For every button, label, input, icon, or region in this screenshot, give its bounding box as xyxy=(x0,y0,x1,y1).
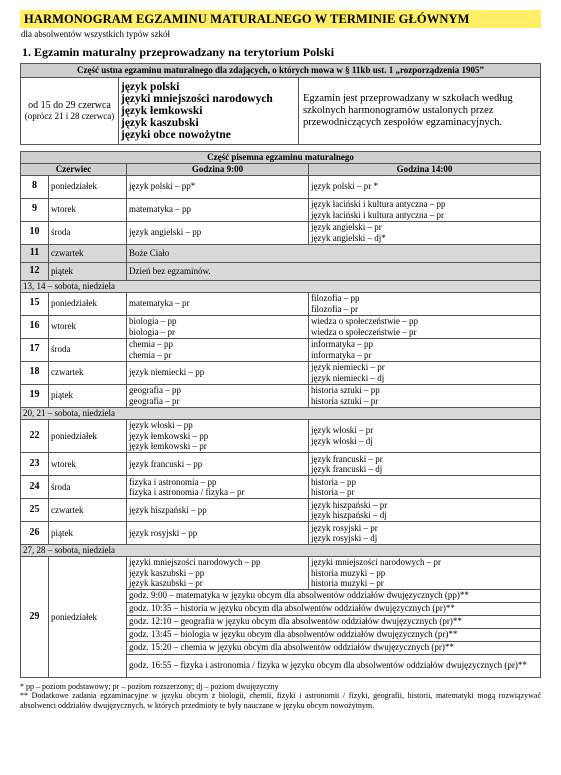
table-row xyxy=(21,419,541,453)
day-name: wtorek xyxy=(49,198,127,221)
col-9: Godzina 9:00 xyxy=(127,164,309,176)
written-heading: Część pisemna egzaminu maturalnego xyxy=(21,152,541,164)
day-name: poniedziałek xyxy=(49,292,127,315)
morning-exams xyxy=(127,198,309,221)
exam-entry: języki mniejszości narodowych – pp xyxy=(129,557,261,567)
morning-exams xyxy=(127,292,309,315)
exam-entry: język rosyjski – pr xyxy=(311,522,378,533)
oral-language: język łemkowski xyxy=(121,105,203,117)
exam-entry: język kaszubski – pr xyxy=(129,578,203,588)
afternoon-exams xyxy=(309,175,541,198)
bilingual-exam: godz. 12:10 – geografia w języku obcym dla absolwentów oddziałów dwujęzycznych (pr)** xyxy=(127,615,541,628)
table-row xyxy=(21,453,541,476)
exam-entry: język angielski – pr xyxy=(311,222,382,232)
exam-entry: wiedza o społeczeństwie – pr xyxy=(311,326,417,337)
day-name: piątek xyxy=(49,262,127,280)
morning-exams xyxy=(127,384,309,407)
footnotes xyxy=(20,682,541,711)
exam-entry: historia muzyki – pp xyxy=(311,567,386,578)
weekend-row: 13, 14 – sobota, niedziela xyxy=(21,280,541,292)
afternoon-exams xyxy=(309,384,541,407)
exam-entry: język łaciński i kultura antyczna – pp xyxy=(311,199,446,209)
exam-entry: geografia – pr xyxy=(129,395,180,406)
table-row xyxy=(21,244,541,262)
document-subtitle: dla absolwentów wszystkich typów szkół xyxy=(21,29,170,39)
table-row xyxy=(21,557,541,590)
bilingual-exam: godz. 13:45 – biologia w języku obcym dla absolwentów oddziałów dwujęzycznych (pr)** xyxy=(127,628,541,641)
exam-entry: matematyka – pp xyxy=(129,204,191,215)
day-number: 23 xyxy=(21,453,49,476)
day-number: 24 xyxy=(21,476,49,499)
day-number: 25 xyxy=(21,499,49,522)
footnote: ** Dodatkowe zadania egzaminacyjne w języku obcym z biologii, chemii, fizyki i astronomii / fizyki, geografii, historii, matematyki mogą rozwiązywać absolwenci oddziałów dwujęzycznych, w których przedmioty te były nauczane w języku obcym nowożytnym. xyxy=(20,691,541,710)
exam-entry: język hiszpański – pr xyxy=(311,499,388,510)
exam-entry: geografia – pp xyxy=(129,385,181,395)
exam-entry: język polski – pp* xyxy=(129,181,196,192)
exam-entry: język łemkowski – pp xyxy=(129,430,209,441)
day-name: czwartek xyxy=(49,499,127,522)
exam-entry: język rosyjski – dj xyxy=(311,533,378,543)
exam-entry: język łaciński i kultura antyczna – pr xyxy=(311,209,444,220)
page xyxy=(20,10,541,710)
day-number: 10 xyxy=(21,221,49,244)
day-name: czwartek xyxy=(49,361,127,384)
exam-entry: język niemiecki – pp xyxy=(129,367,205,378)
table-row xyxy=(21,198,541,221)
day-name: wtorek xyxy=(49,315,127,338)
day-name: środa xyxy=(49,221,127,244)
table-row xyxy=(21,545,541,557)
exam-entry: historia sztuki – pp xyxy=(311,385,380,395)
morning-exams xyxy=(127,476,309,499)
document-title xyxy=(20,10,541,28)
exam-entry: chemia – pp xyxy=(129,339,173,349)
afternoon-exams xyxy=(309,361,541,384)
footnote: * pp – poziom podstawowy; pr – poziom rozszerzony; dj – poziom dwujęzyczny xyxy=(20,681,279,691)
table-row xyxy=(21,315,541,338)
day-number: 17 xyxy=(21,338,49,361)
afternoon-exams xyxy=(309,419,541,453)
day-number: 15 xyxy=(21,292,49,315)
morning-exams xyxy=(127,175,309,198)
day-name: piątek xyxy=(49,522,127,545)
weekend-row: 20, 21 – sobota, niedziela xyxy=(21,407,541,419)
table-row xyxy=(21,175,541,198)
day-number: 19 xyxy=(21,384,49,407)
afternoon-exams xyxy=(309,221,541,244)
day-name: czwartek xyxy=(49,244,127,262)
exam-entry: historia muzyki – pr xyxy=(311,578,384,588)
exam-entry: język hiszpański – pp xyxy=(129,504,207,515)
oral-language: język polski xyxy=(121,81,180,93)
day-number: 22 xyxy=(21,419,49,453)
day-number: 9 xyxy=(21,198,49,221)
oral-languages xyxy=(119,78,299,145)
exam-entry: matematyka – pr xyxy=(129,298,190,309)
afternoon-exams xyxy=(309,476,541,499)
afternoon-exams xyxy=(309,453,541,476)
day-number: 12 xyxy=(21,262,49,280)
table-row xyxy=(21,476,541,499)
morning-exams xyxy=(127,453,309,476)
day-number: 29 xyxy=(21,557,49,678)
exam-entry: filozofia – pr xyxy=(311,303,358,314)
exam-entry: informatyka – pp xyxy=(311,339,373,349)
morning-exams xyxy=(127,338,309,361)
afternoon-exams xyxy=(309,338,541,361)
exam-entry: język angielski – pp xyxy=(129,227,202,238)
morning-exams xyxy=(127,221,309,244)
holiday-text: Boże Ciało xyxy=(127,244,541,262)
written-table xyxy=(20,151,541,678)
bilingual-exam: godz. 9:00 – matematyka w języku obcym dla absolwentów oddziałów dwujęzycznych (pp)** xyxy=(127,589,541,602)
weekend-row: 27, 28 – sobota, niedziela xyxy=(21,545,541,557)
table-row xyxy=(21,292,541,315)
exam-entry: języki mniejszości narodowych – pr xyxy=(311,557,441,567)
afternoon-exams xyxy=(309,315,541,338)
day-name: poniedziałek xyxy=(49,419,127,453)
morning-exams xyxy=(127,419,309,453)
day-name: poniedziałek xyxy=(49,557,127,678)
table-row xyxy=(21,384,541,407)
day-number: 8 xyxy=(21,175,49,198)
day-number: 18 xyxy=(21,361,49,384)
afternoon-exams xyxy=(309,292,541,315)
afternoon-exams xyxy=(309,499,541,522)
bilingual-exam: godz. 10:35 – historia w języku obcym dla absolwentów oddziałów dwujęzycznych (pr)** xyxy=(127,602,541,615)
morning-exams xyxy=(127,361,309,384)
morning-exams xyxy=(127,557,309,590)
exam-entry: język niemiecki – pr xyxy=(311,362,385,372)
table-row xyxy=(21,280,541,292)
morning-exams xyxy=(127,499,309,522)
oral-heading: Część ustna egzaminu maturalnego dla zdających, o których mowa w § 11kb ust. 1 „rozporządzenia 1905” xyxy=(21,64,541,78)
morning-exams xyxy=(127,522,309,545)
oral-dates: od 15 do 29 czerwca xyxy=(28,99,111,111)
oral-language: języki mniejszości narodowych xyxy=(121,93,273,105)
title-text: HARMONOGRAM EGZAMINU MATURALNEGO W TERMINIE GŁÓWNYM xyxy=(24,12,470,26)
table-row xyxy=(21,499,541,522)
exam-entry: język francuski – pr xyxy=(311,453,383,464)
table-row xyxy=(21,338,541,361)
exam-entry: język włoski – dj xyxy=(311,435,373,446)
exam-entry: historia – pp xyxy=(311,476,356,487)
day-name: środa xyxy=(49,338,127,361)
exam-entry: język łemkowski – pr xyxy=(129,441,207,451)
exam-entry: filozofia – pp xyxy=(311,293,360,303)
table-row xyxy=(21,361,541,384)
day-name: środa xyxy=(49,476,127,499)
oral-dates-note: (oprócz 21 i 28 czerwca) xyxy=(24,111,115,121)
exam-entry: fizyka i astronomia / fizyka – pr xyxy=(129,487,245,497)
morning-exams xyxy=(127,315,309,338)
oral-language: język kaszubski xyxy=(121,117,199,129)
day-number: 26 xyxy=(21,522,49,545)
exam-entry: język hiszpański – dj xyxy=(311,510,387,520)
oral-language: języki obce nowożytne xyxy=(121,129,231,141)
oral-dates-cell xyxy=(21,78,119,145)
day-number: 16 xyxy=(21,315,49,338)
table-row xyxy=(21,522,541,545)
exam-entry: język włoski – pr xyxy=(311,425,374,436)
col-month: Czerwiec xyxy=(21,164,127,176)
afternoon-exams xyxy=(309,198,541,221)
exam-entry: historia – pr xyxy=(311,487,355,497)
exam-entry: historia sztuki – pr xyxy=(311,395,379,406)
exam-entry: wiedza o społeczeństwie – pp xyxy=(311,316,418,326)
exam-entry: język polski – pr * xyxy=(311,181,378,192)
day-29-rows xyxy=(21,557,541,678)
exam-entry: biologia – pp xyxy=(129,316,177,326)
day-name: poniedziałek xyxy=(49,175,127,198)
table-row xyxy=(21,262,541,280)
exam-entry: język niemiecki – dj xyxy=(311,372,385,383)
day-number: 11 xyxy=(21,244,49,262)
exam-entry: fizyka i astronomia – pp xyxy=(129,476,217,487)
exam-entry: biologia – pr xyxy=(129,326,175,337)
exam-entry: język rosyjski – pp xyxy=(129,527,198,538)
afternoon-exams xyxy=(309,522,541,545)
exam-entry: informatyka – pr xyxy=(311,349,372,360)
exam-entry: język francuski – dj xyxy=(311,464,383,474)
day-name: piątek xyxy=(49,384,127,407)
holiday-text: Dzień bez egzaminów. xyxy=(127,262,541,280)
table-row xyxy=(21,407,541,419)
afternoon-exams xyxy=(309,557,541,590)
oral-table xyxy=(20,63,541,145)
exam-entry: język włoski – pp xyxy=(129,420,193,430)
exam-entry: język angielski – dj* xyxy=(311,232,386,243)
bilingual-exam: godz. 15:20 – chemia w języku obcym dla absolwentów oddziałów dwujęzycznych (pr)** xyxy=(127,641,541,654)
oral-description: Egzamin jest przeprowadzany w szkołach według szkolnych harmonogramów ustalonych przez przewodniczących zespołów egzaminacyjnych. xyxy=(299,78,541,145)
table-row xyxy=(21,221,541,244)
exam-entry: chemia – pr xyxy=(129,349,172,360)
exam-entry: język francuski – pp xyxy=(129,458,203,469)
exam-entry: język kaszubski – pp xyxy=(129,567,205,578)
bilingual-exam: godz. 16:55 – fizyka i astronomia / fizyka w języku obcym dla absolwentów oddziałów dwujęzycznych (pr)** xyxy=(127,654,541,677)
day-name: wtorek xyxy=(49,453,127,476)
schedule-rows xyxy=(21,175,541,557)
section-heading: 1. Egzamin maturalny przeprowadzany na terytorium Polski xyxy=(22,45,335,59)
col-14: Godzina 14:00 xyxy=(309,164,541,176)
